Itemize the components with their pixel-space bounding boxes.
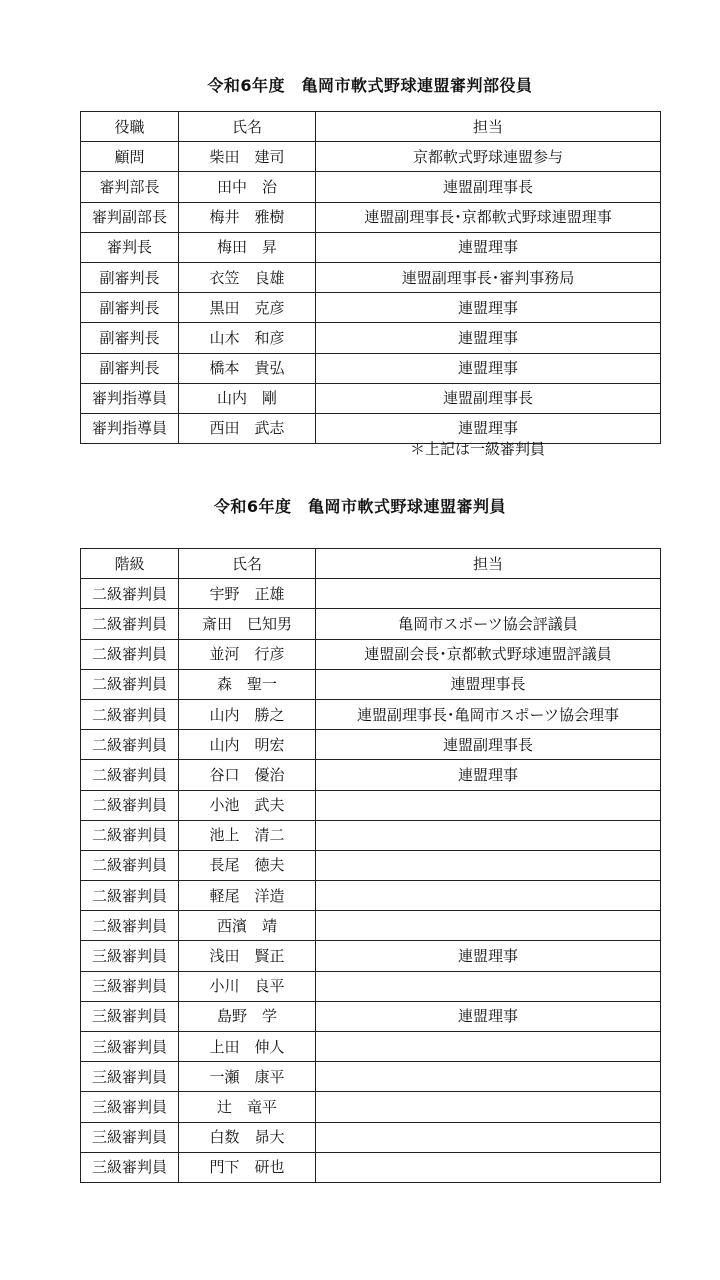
cell-duty: 連盟理事 <box>316 760 661 790</box>
cell-position: 審判長 <box>81 232 179 262</box>
header-grade: 階級 <box>81 549 179 579</box>
cell-position: 二級審判員 <box>81 669 179 699</box>
cell-duty <box>316 1032 661 1062</box>
table-row <box>81 142 661 172</box>
cell-duty: 連盟副会長･京都軟式野球連盟評議員 <box>316 639 661 669</box>
officials-title: 令和6年度 亀岡市軟式野球連盟審判部役員 <box>207 76 533 95</box>
cell-name: 梅田 昇 <box>179 232 316 262</box>
cell-duty <box>316 1122 661 1152</box>
cell-name: 山内 剛 <box>179 383 316 413</box>
cell-position: 副審判長 <box>81 353 179 383</box>
table-row <box>81 941 661 971</box>
cell-name: 軽尾 洋造 <box>179 881 316 911</box>
cell-position: 副審判長 <box>81 323 179 353</box>
table-row <box>81 1032 661 1062</box>
table-row <box>81 1092 661 1122</box>
cell-position: 二級審判員 <box>81 881 179 911</box>
cell-name: 小池 武夫 <box>179 790 316 820</box>
cell-name: 田中 治 <box>179 172 316 202</box>
cell-duty: 連盟副理事長･京都軟式野球連盟理事 <box>316 202 661 232</box>
table-row <box>81 639 661 669</box>
umpires-title: 令和6年度 亀岡市軟式野球連盟審判員 <box>213 497 507 516</box>
table-row <box>81 1001 661 1031</box>
cell-position: 副審判長 <box>81 262 179 292</box>
cell-position: 三級審判員 <box>81 971 179 1001</box>
table-row <box>81 730 661 760</box>
cell-name: 浅田 賢正 <box>179 941 316 971</box>
table-row <box>81 669 661 699</box>
cell-duty <box>316 971 661 1001</box>
table-row <box>81 353 661 383</box>
cell-duty: 亀岡市スポーツ協会評議員 <box>316 609 661 639</box>
cell-duty: 連盟副理事長 <box>316 730 661 760</box>
table-row <box>81 172 661 202</box>
cell-position: 審判部長 <box>81 172 179 202</box>
table-row <box>81 202 661 232</box>
cell-position: 三級審判員 <box>81 1001 179 1031</box>
cell-position: 二級審判員 <box>81 911 179 941</box>
cell-name: 柴田 建司 <box>179 142 316 172</box>
cell-position: 二級審判員 <box>81 820 179 850</box>
cell-name: 衣笠 良雄 <box>179 262 316 292</box>
cell-duty: 京都軟式野球連盟参与 <box>316 142 661 172</box>
table-row <box>81 1152 661 1182</box>
cell-duty <box>316 820 661 850</box>
header-duty: 担当 <box>316 549 661 579</box>
cell-duty <box>316 1092 661 1122</box>
cell-position: 審判指導員 <box>81 413 179 443</box>
cell-name: 斎田 巳知男 <box>179 609 316 639</box>
table-row <box>81 323 661 353</box>
cell-position: 二級審判員 <box>81 609 179 639</box>
officials-header-row <box>81 112 661 142</box>
table-row <box>81 850 661 880</box>
cell-duty: 連盟副理事長 <box>316 172 661 202</box>
table-row <box>81 1062 661 1092</box>
cell-duty: 連盟理事 <box>316 413 661 443</box>
header-role: 役職 <box>81 112 179 142</box>
cell-name: 並河 行彦 <box>179 639 316 669</box>
table-row <box>81 1122 661 1152</box>
table-row <box>81 293 661 323</box>
cell-duty: 連盟理事 <box>316 941 661 971</box>
cell-duty <box>316 850 661 880</box>
cell-duty <box>316 1062 661 1092</box>
cell-name: 梅井 雅樹 <box>179 202 316 232</box>
cell-position: 二級審判員 <box>81 730 179 760</box>
cell-name: 島野 学 <box>179 1001 316 1031</box>
cell-position: 二級審判員 <box>81 790 179 820</box>
table-row <box>81 413 661 443</box>
officials-note: ＊上記は一級審判員 <box>410 440 546 458</box>
table-row <box>81 579 661 609</box>
cell-name: 門下 研也 <box>179 1152 316 1182</box>
table-row <box>81 232 661 262</box>
cell-duty <box>316 1152 661 1182</box>
table-row <box>81 911 661 941</box>
cell-position: 三級審判員 <box>81 1152 179 1182</box>
table-row <box>81 971 661 1001</box>
table-row <box>81 820 661 850</box>
cell-name: 池上 清二 <box>179 820 316 850</box>
cell-position: 二級審判員 <box>81 639 179 669</box>
cell-position: 三級審判員 <box>81 1122 179 1152</box>
cell-name: 上田 伸人 <box>179 1032 316 1062</box>
table-row <box>81 383 661 413</box>
cell-position: 顧問 <box>81 142 179 172</box>
officials-table <box>80 111 661 444</box>
cell-name: 西田 武志 <box>179 413 316 443</box>
table-row <box>81 760 661 790</box>
table-row <box>81 699 661 729</box>
cell-duty: 連盟理事長 <box>316 669 661 699</box>
cell-name: 長尾 徳夫 <box>179 850 316 880</box>
cell-name: 谷口 優治 <box>179 760 316 790</box>
cell-position: 副審判長 <box>81 293 179 323</box>
cell-duty <box>316 790 661 820</box>
cell-duty: 連盟理事 <box>316 293 661 323</box>
cell-position: 三級審判員 <box>81 1062 179 1092</box>
header-duty: 担当 <box>316 112 661 142</box>
cell-position: 審判副部長 <box>81 202 179 232</box>
cell-position: 三級審判員 <box>81 1092 179 1122</box>
cell-position: 二級審判員 <box>81 760 179 790</box>
cell-position: 二級審判員 <box>81 579 179 609</box>
table-row <box>81 609 661 639</box>
table-row <box>81 790 661 820</box>
umpires-header-row <box>81 549 661 579</box>
cell-duty: 連盟理事 <box>316 323 661 353</box>
cell-position: 二級審判員 <box>81 699 179 729</box>
cell-duty <box>316 911 661 941</box>
cell-duty <box>316 579 661 609</box>
cell-position: 審判指導員 <box>81 383 179 413</box>
cell-duty: 連盟副理事長 <box>316 383 661 413</box>
cell-position: 三級審判員 <box>81 941 179 971</box>
cell-name: 白数 昴大 <box>179 1122 316 1152</box>
cell-name: 山内 明宏 <box>179 730 316 760</box>
cell-name: 西濱 靖 <box>179 911 316 941</box>
cell-name: 山内 勝之 <box>179 699 316 729</box>
cell-duty: 連盟理事 <box>316 232 661 262</box>
cell-position: 三級審判員 <box>81 1032 179 1062</box>
cell-name: 宇野 正雄 <box>179 579 316 609</box>
cell-duty <box>316 881 661 911</box>
cell-duty: 連盟副理事長･審判事務局 <box>316 262 661 292</box>
cell-name: 小川 良平 <box>179 971 316 1001</box>
cell-duty: 連盟理事 <box>316 1001 661 1031</box>
cell-name: 辻 竜平 <box>179 1092 316 1122</box>
header-name: 氏名 <box>179 549 316 579</box>
cell-duty: 連盟副理事長･亀岡市スポーツ協会理事 <box>316 699 661 729</box>
cell-name: 森 聖一 <box>179 669 316 699</box>
table-row <box>81 262 661 292</box>
header-name: 氏名 <box>179 112 316 142</box>
cell-name: 一瀬 康平 <box>179 1062 316 1092</box>
umpires-table <box>80 548 661 1183</box>
cell-position: 二級審判員 <box>81 850 179 880</box>
cell-duty: 連盟理事 <box>316 353 661 383</box>
table-row <box>81 881 661 911</box>
cell-name: 橋本 貴弘 <box>179 353 316 383</box>
cell-name: 黒田 克彦 <box>179 293 316 323</box>
cell-name: 山木 和彦 <box>179 323 316 353</box>
